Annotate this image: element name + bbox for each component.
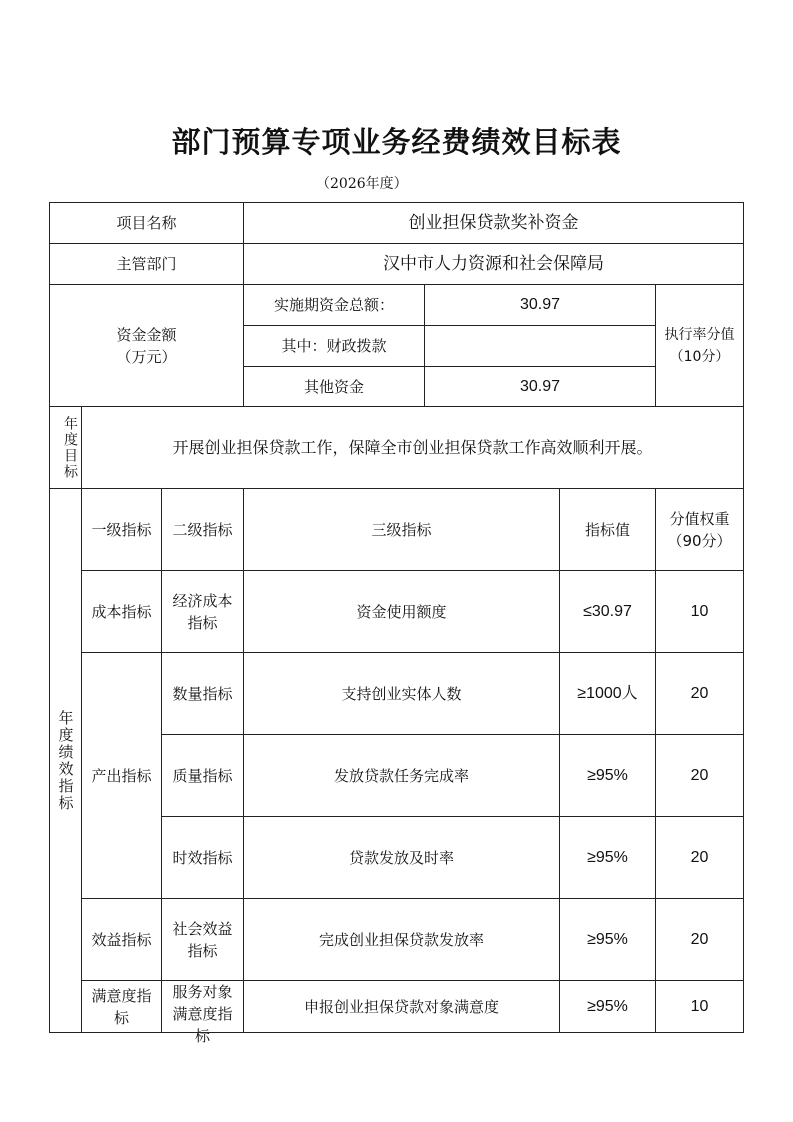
annual-goal-text: 开展创业担保贷款工作，保障全市创业担保贷款工作高效顺利开展。	[81, 406, 743, 488]
header-level3: 三级指标	[243, 488, 559, 570]
header-level1: 一级指标	[81, 488, 161, 570]
project-name-label: 项目名称	[49, 202, 243, 243]
other-funds-label: 其他资金	[243, 366, 424, 406]
row-weight: 20	[655, 652, 743, 734]
row-level3: 支持创业实体人数	[243, 652, 559, 734]
fiscal-funds-value	[424, 325, 655, 366]
funds-label: 资金金额 （万元）	[49, 284, 243, 406]
total-funds-value: 30.97	[424, 284, 655, 325]
row-level3: 发放贷款任务完成率	[243, 734, 559, 816]
row-level2: 时效指标	[161, 816, 243, 898]
page-title: 部门预算专项业务经费绩效目标表	[171, 125, 622, 159]
row-level3: 完成创业担保贷款发放率	[243, 898, 559, 980]
row-value: ≤30.97	[559, 570, 655, 652]
header-level2: 二级指标	[161, 488, 243, 570]
fiscal-year: （2026年度）	[316, 176, 408, 192]
row-level3: 贷款发放及时率	[243, 816, 559, 898]
row-value: ≥95%	[559, 980, 655, 1032]
other-funds-value: 30.97	[424, 366, 655, 406]
row-value: ≥95%	[559, 734, 655, 816]
row-level1: 产出指标	[81, 652, 161, 898]
performance-table	[49, 202, 743, 1045]
header-weight: 分值权重 （90分）	[655, 488, 743, 570]
total-funds-label: 实施期资金总额：	[243, 284, 424, 325]
row-value: ≥1000人	[559, 652, 655, 734]
header-value: 指标值	[559, 488, 655, 570]
fiscal-funds-label: 其中：财政拨款	[243, 325, 424, 366]
row-level2: 社会效益 指标	[161, 898, 243, 980]
row-value: ≥95%	[559, 816, 655, 898]
row-level2: 质量指标	[161, 734, 243, 816]
row-level3: 资金使用额度	[243, 570, 559, 652]
dept-label: 主管部门	[49, 243, 243, 284]
row-weight: 20	[655, 898, 743, 980]
perf-indicators-label: 年度绩效指标	[49, 488, 81, 1032]
row-weight: 10	[655, 570, 743, 652]
row-weight: 20	[655, 816, 743, 898]
dept-value: 汉中市人力资源和社会保障局	[243, 243, 743, 284]
project-name-value: 创业担保贷款奖补资金	[243, 202, 743, 243]
row-weight: 20	[655, 734, 743, 816]
row-level2: 经济成本 指标	[161, 570, 243, 652]
annual-goal-label: 年度目标	[49, 406, 81, 488]
row-level1: 成本指标	[81, 570, 161, 652]
row-level1: 满意度指 标	[81, 980, 161, 1032]
row-level3: 申报创业担保贷款对象满意度	[243, 980, 559, 1032]
exec-rate-label: 执行率分值 （10分）	[655, 284, 743, 406]
row-level1: 效益指标	[81, 898, 161, 980]
row-level2: 服务对象 满意度指 标	[161, 980, 243, 1032]
row-value: ≥95%	[559, 898, 655, 980]
row-weight: 10	[655, 980, 743, 1032]
row-level2: 数量指标	[161, 652, 243, 734]
